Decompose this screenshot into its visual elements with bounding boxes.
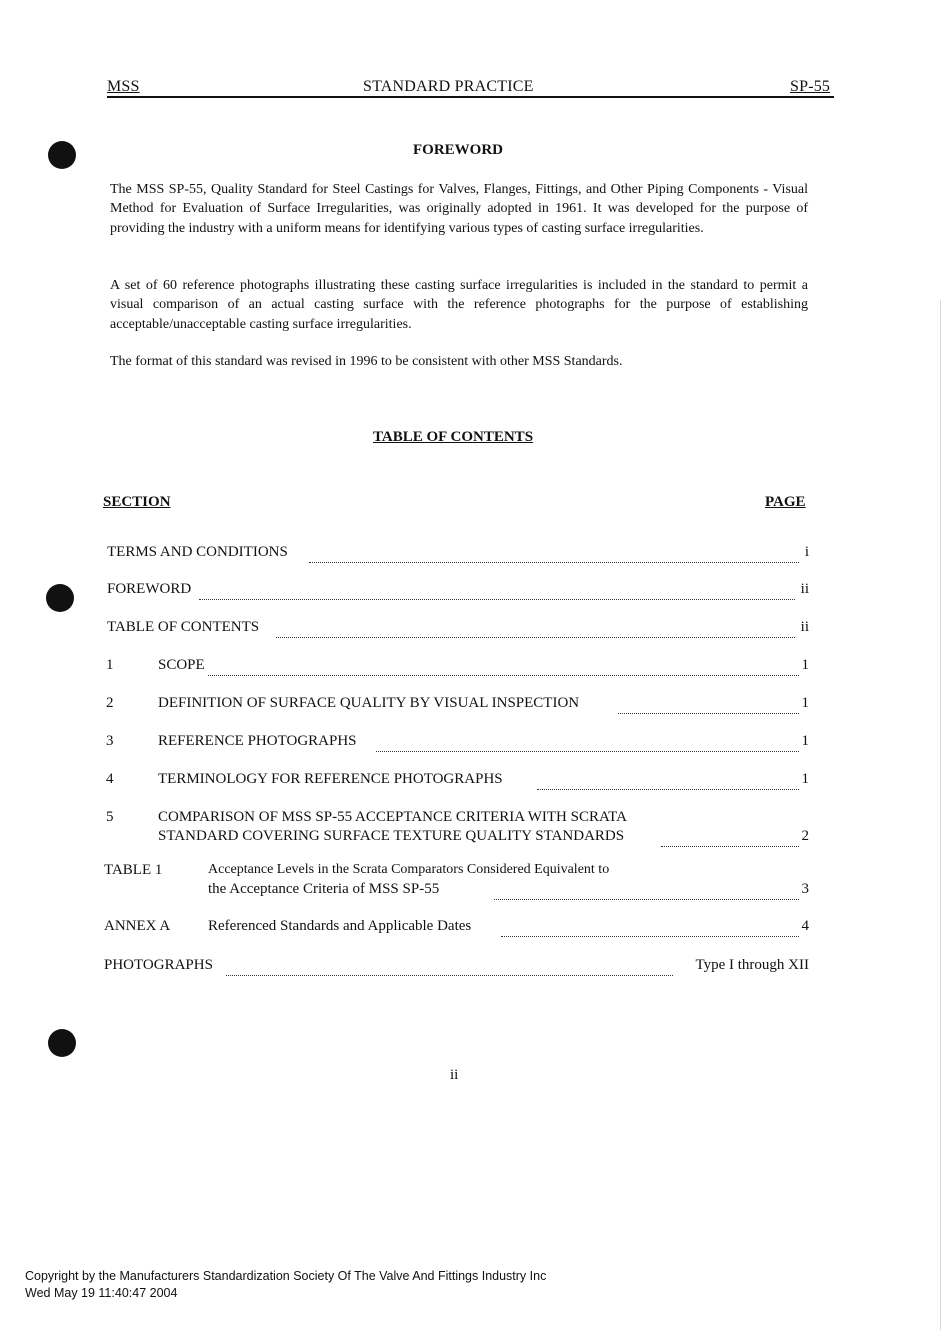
toc-leader-dots [618, 695, 799, 714]
toc-entry-table-1[interactable] [104, 862, 809, 902]
toc-entry-terms[interactable] [104, 544, 809, 564]
toc-entry-definition[interactable] [104, 695, 809, 715]
foreword-paragraph-1: The MSS SP-55, Quality Standard for Steel Castings for Valves, Flanges, Fittings, and Other Piping Components - Visual Method for Evaluation of Surface Irregularities, was originally adopted in 1961. It was developed for the purpose of providing the industry with a uniform means for identifying various types of casting surface irregularities. [110, 182, 808, 236]
toc-entry-scope[interactable] [104, 657, 809, 677]
toc-entry-foreword[interactable] [104, 581, 809, 601]
toc-section-label: SECTION [103, 494, 171, 510]
toc-leader-dots [501, 918, 799, 937]
punch-hole-bottom [48, 1029, 76, 1057]
toc-entry-label-continued: the Acceptance Criteria of MSS SP-55 [208, 881, 440, 897]
toc-entry-label: TERMS AND CONDITIONS [107, 544, 288, 560]
toc-entry-number: 4 [106, 771, 114, 787]
foreword-paragraph-3: The format of this standard was revised in 1996 to be consistent with other MSS Standards. [110, 354, 623, 369]
toc-entry-number: 2 [106, 695, 114, 711]
header-right: SP-55 [790, 78, 831, 95]
toc-entry-reference-photographs[interactable] [104, 733, 809, 753]
toc-leader-dots [309, 544, 799, 563]
toc-entry-label-continued: STANDARD COVERING SURFACE TEXTURE QUALITY STANDARDS [158, 828, 625, 844]
toc-entry-label: TABLE OF CONTENTS [107, 619, 260, 635]
toc-entry-label: REFERENCE PHOTOGRAPHS [158, 733, 357, 749]
toc-entry-page: ii [800, 619, 809, 635]
toc-entry-label: COMPARISON OF MSS SP-55 ACCEPTANCE CRITERIA WITH SCRATA [158, 809, 627, 825]
footer-timestamp: Wed May 19 11:40:47 2004 [25, 1286, 178, 1300]
page-edge-line [940, 300, 941, 1330]
toc-leader-dots [208, 657, 799, 676]
toc-entry-table-of-contents[interactable] [104, 619, 809, 639]
toc-page-label: PAGE [765, 494, 806, 510]
header-center: STANDARD PRACTICE [363, 78, 534, 95]
toc-entry-page: 1 [801, 771, 809, 787]
punch-hole-middle [46, 584, 74, 612]
toc-leader-dots [661, 828, 799, 847]
header-left: MSS [107, 78, 140, 95]
toc-entry-comparison[interactable] [104, 809, 809, 849]
toc-leader-dots [494, 881, 799, 900]
toc-entry-label: SCOPE [158, 657, 205, 673]
toc-leader-dots [226, 957, 673, 976]
toc-entry-terminology[interactable] [104, 771, 809, 791]
toc-entry-label: FOREWORD [107, 581, 192, 597]
toc-entry-page: i [804, 544, 809, 560]
toc-leader-dots [199, 581, 795, 600]
toc-entry-label: TERMINOLOGY FOR REFERENCE PHOTOGRAPHS [158, 771, 503, 787]
toc-entry-number: ANNEX A [104, 918, 171, 934]
toc-title: TABLE OF CONTENTS [373, 429, 534, 445]
toc-entry-page: ii [800, 581, 809, 597]
toc-entry-page: 2 [801, 828, 809, 844]
toc-entry-photographs[interactable] [104, 957, 809, 977]
toc-entry-label: DEFINITION OF SURFACE QUALITY BY VISUAL INSPECTION [158, 695, 580, 711]
toc-entry-page: 1 [801, 657, 809, 673]
toc-leader-dots [376, 733, 799, 752]
toc-entry-page: 1 [801, 733, 809, 749]
toc-entry-page: Type I through XII [695, 957, 809, 973]
toc-entry-label: Referenced Standards and Applicable Dates [208, 918, 472, 934]
toc-entry-label: Acceptance Levels in the Scrata Comparators Considered Equivalent to [208, 862, 610, 877]
toc-entry-number: 1 [106, 657, 114, 673]
header-rule [107, 96, 834, 98]
toc-entry-page: 4 [801, 918, 809, 934]
toc-entry-page: 1 [801, 695, 809, 711]
punch-hole-top [48, 141, 76, 169]
toc-leader-dots [537, 771, 799, 790]
toc-leader-dots [276, 619, 795, 638]
toc-entry-label: PHOTOGRAPHS [104, 957, 213, 973]
toc-entry-number: TABLE 1 [104, 862, 163, 878]
toc-entry-annex-a[interactable] [104, 918, 809, 938]
page-number: ii [450, 1067, 459, 1083]
footer-copyright: Copyright by the Manufacturers Standardization Society Of The Valve And Fittings Industry Inc [25, 1269, 547, 1283]
toc-entry-number: 5 [106, 809, 114, 825]
toc-entry-number: 3 [106, 733, 114, 749]
foreword-paragraph-2: A set of 60 reference photographs illustrating these casting surface irregularities is included in the standard to permit a visual comparison of an actual casting surface with the reference photographs for the purpose of establishing acceptable/unacceptable casting surface irregularities. [110, 278, 808, 332]
foreword-title: FOREWORD [413, 142, 503, 158]
toc-entry-page: 3 [801, 881, 809, 897]
